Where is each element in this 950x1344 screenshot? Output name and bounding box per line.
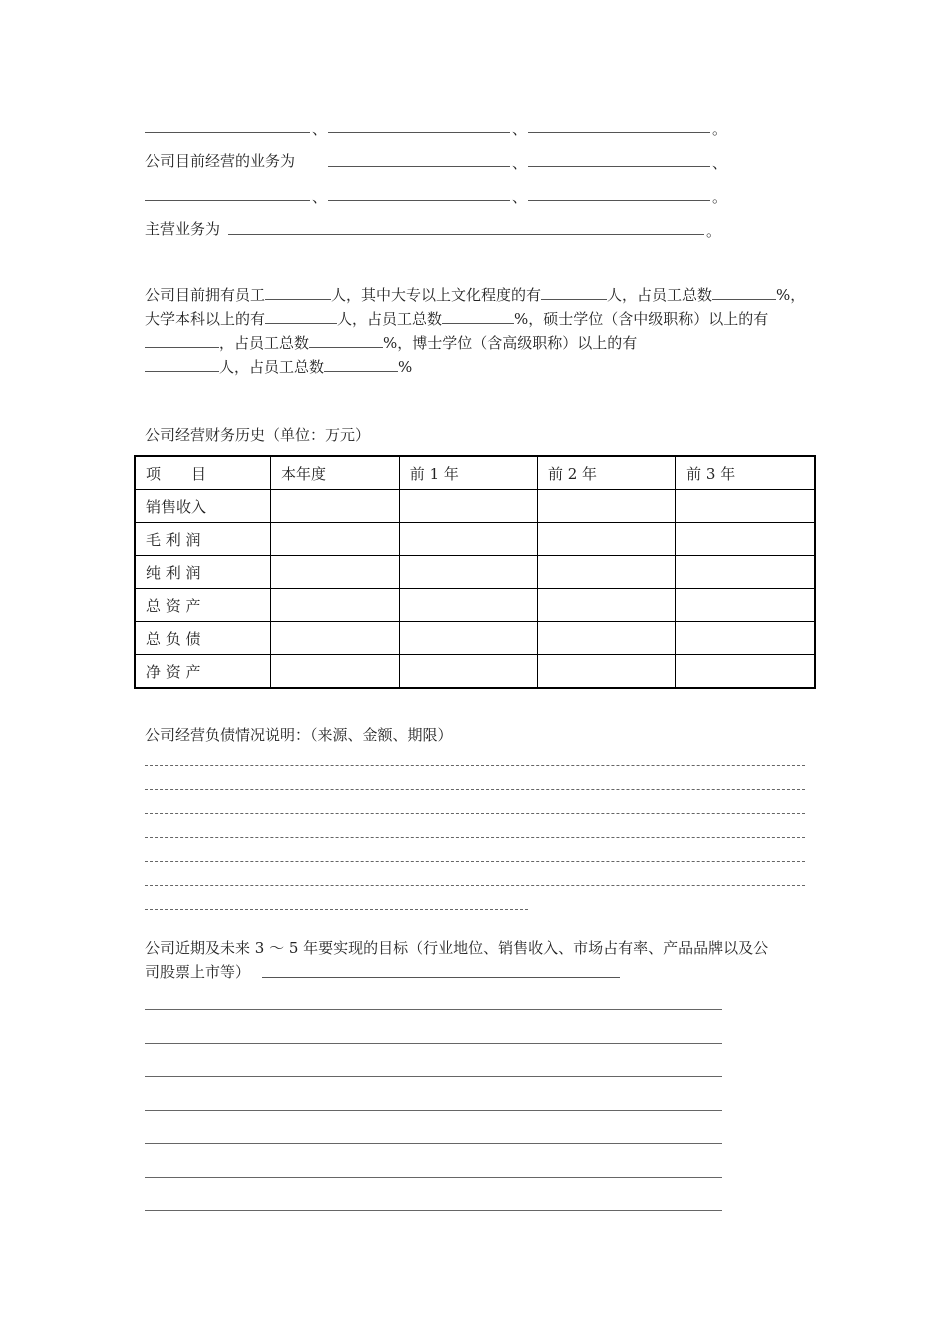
row-label: 毛 利 润 xyxy=(135,523,271,556)
answer-line xyxy=(145,1210,722,1211)
table-cell[interactable] xyxy=(399,490,537,523)
separator: 、 xyxy=(312,120,328,138)
staff-text: %，博士学位（含高级职称）以上的有 xyxy=(383,334,638,352)
business-current-label: 公司目前经营的业务为 xyxy=(145,152,296,170)
goals-line-2: 司股票上市等） xyxy=(145,963,251,981)
table-cell[interactable] xyxy=(399,556,537,589)
master-count-blank[interactable] xyxy=(145,333,219,348)
row-label: 净 资 产 xyxy=(135,655,271,689)
college-percent-blank[interactable] xyxy=(712,285,776,300)
finance-table xyxy=(134,455,816,689)
table-cell[interactable] xyxy=(399,523,537,556)
column-header: 前 2 年 xyxy=(537,456,675,490)
blank-line[interactable] xyxy=(528,166,710,167)
blank-line[interactable] xyxy=(328,200,510,201)
separator: 、 xyxy=(512,120,528,138)
goals-line-1: 公司近期及未来 3 ～ 5 年要实现的目标（行业地位、销售收入、市场占有率、产品品牌以及公 xyxy=(145,939,769,957)
table-cell[interactable] xyxy=(271,523,400,556)
dashed-line xyxy=(145,909,528,910)
dashed-line xyxy=(145,861,805,862)
bachelor-count-blank[interactable] xyxy=(265,309,337,324)
separator: 。 xyxy=(712,120,728,138)
separator: 、 xyxy=(512,188,528,206)
table-row xyxy=(135,589,815,622)
staff-text: 人，占员工总数 xyxy=(607,286,713,304)
table-cell[interactable] xyxy=(271,490,400,523)
table-cell[interactable] xyxy=(676,589,815,622)
answer-line xyxy=(145,1177,722,1178)
blank-line[interactable] xyxy=(145,200,310,201)
separator: 、 xyxy=(512,154,528,172)
separator: 、 xyxy=(712,154,728,172)
table-row xyxy=(135,556,815,589)
table-cell[interactable] xyxy=(537,622,675,655)
table-row xyxy=(135,655,815,689)
table-cell[interactable] xyxy=(537,655,675,689)
column-header: 前 3 年 xyxy=(676,456,815,490)
dashed-line xyxy=(145,813,805,814)
column-header: 前 1 年 xyxy=(399,456,537,490)
blank-line[interactable] xyxy=(528,132,710,133)
table-cell[interactable] xyxy=(676,523,815,556)
table-cell[interactable] xyxy=(676,622,815,655)
doctor-percent-blank[interactable] xyxy=(324,357,398,372)
answer-line xyxy=(145,1043,722,1044)
table-cell[interactable] xyxy=(537,556,675,589)
table-row xyxy=(135,622,815,655)
staff-text: 人，占员工总数 xyxy=(219,358,325,376)
table-cell[interactable] xyxy=(399,589,537,622)
blank-line[interactable] xyxy=(262,977,620,978)
dashed-line xyxy=(145,765,805,766)
answer-line xyxy=(145,1076,722,1077)
dashed-line xyxy=(145,837,805,838)
table-cell[interactable] xyxy=(271,622,400,655)
answer-line xyxy=(145,1110,722,1111)
row-label: 总 负 债 xyxy=(135,622,271,655)
debt-title: 公司经营负债情况说明：（来源、金额、期限） xyxy=(145,726,453,744)
table-cell[interactable] xyxy=(676,490,815,523)
staff-text: 人，占员工总数 xyxy=(337,310,443,328)
blank-line[interactable] xyxy=(328,166,510,167)
staff-text: %，硕士学位（含中级职称）以上的有 xyxy=(514,310,769,328)
row-label: 纯 利 润 xyxy=(135,556,271,589)
separator: 、 xyxy=(312,188,328,206)
dashed-line xyxy=(145,789,805,790)
column-header: 本年度 xyxy=(271,456,400,490)
staff-text: 人，其中大专以上文化程度的有 xyxy=(331,286,542,304)
row-label: 销售收入 xyxy=(135,490,271,523)
blank-line[interactable] xyxy=(228,234,704,235)
doctor-count-blank[interactable] xyxy=(145,357,219,372)
blank-line[interactable] xyxy=(328,132,510,133)
table-cell[interactable] xyxy=(271,589,400,622)
staff-total-blank[interactable] xyxy=(265,285,331,300)
blank-line[interactable] xyxy=(145,132,310,133)
table-cell[interactable] xyxy=(537,523,675,556)
answer-line xyxy=(145,1009,722,1010)
table-cell[interactable] xyxy=(537,589,675,622)
staff-paragraph xyxy=(145,283,810,379)
table-cell[interactable] xyxy=(271,556,400,589)
finance-title: 公司经营财务历史（单位：万元） xyxy=(145,426,371,444)
business-main-label: 主营业务为 xyxy=(145,220,221,238)
table-cell[interactable] xyxy=(537,490,675,523)
row-label: 总 资 产 xyxy=(135,589,271,622)
table-cell[interactable] xyxy=(676,556,815,589)
staff-text: 公司目前拥有员工 xyxy=(145,286,266,304)
separator: 。 xyxy=(712,188,728,206)
dashed-line xyxy=(145,885,805,886)
bachelor-percent-blank[interactable] xyxy=(442,309,514,324)
master-percent-blank[interactable] xyxy=(309,333,383,348)
staff-text: ，占员工总数 xyxy=(219,334,310,352)
separator: 。 xyxy=(706,222,722,240)
blank-line[interactable] xyxy=(528,200,710,201)
college-count-blank[interactable] xyxy=(541,285,607,300)
table-cell[interactable] xyxy=(399,622,537,655)
staff-text: %，大学本科以上的有 xyxy=(145,286,806,328)
table-row xyxy=(135,523,815,556)
table-cell[interactable] xyxy=(676,655,815,689)
table-header-row xyxy=(135,456,815,490)
table-cell[interactable] xyxy=(271,655,400,689)
staff-text: % xyxy=(398,358,413,376)
column-header: 项 目 xyxy=(135,456,271,490)
table-row xyxy=(135,490,815,523)
table-cell[interactable] xyxy=(399,655,537,689)
answer-line xyxy=(145,1143,722,1144)
